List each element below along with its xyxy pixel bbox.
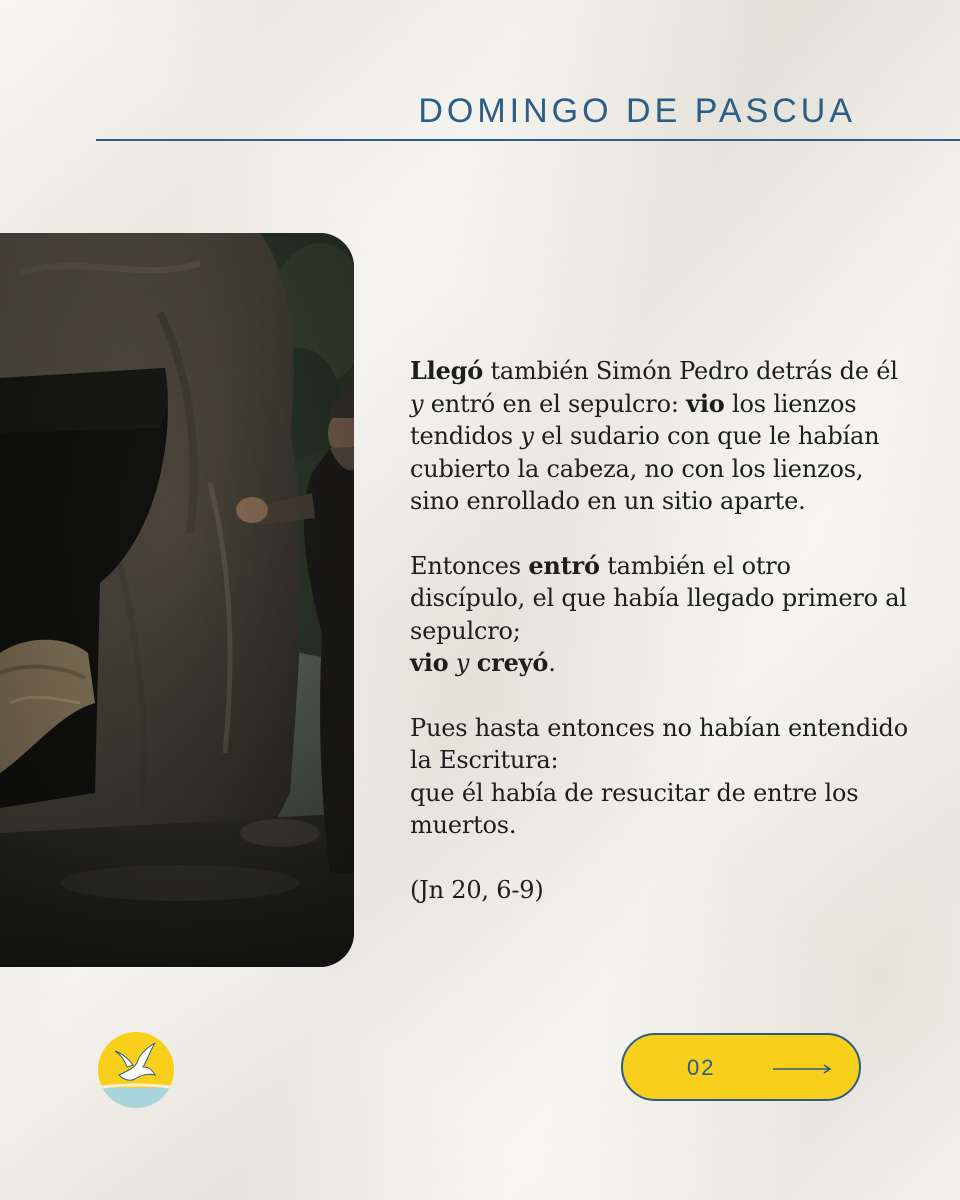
verse-segment: también el otro discípulo, el que había llegado primero al sepulcro; — [410, 551, 907, 645]
verse-segment: vio — [410, 648, 449, 677]
verse-segment: que él había de resucitar de entre los muertos. — [410, 778, 859, 839]
verse-segment: y — [520, 422, 534, 450]
verse-paragraph-2 — [410, 550, 910, 680]
verse-segment: y — [455, 649, 470, 677]
verse-segment: entró en el sepulcro: — [423, 389, 687, 418]
verse-segment — [448, 649, 455, 677]
verse-segment: y — [410, 389, 424, 418]
header-divider — [96, 139, 960, 141]
page-number: 02 — [687, 1055, 716, 1080]
gospel-text — [410, 355, 910, 938]
verse-segment: . — [548, 649, 556, 677]
next-page-button[interactable] — [621, 1033, 861, 1101]
verse-paragraph-3 — [410, 712, 910, 842]
verse-segment: vio — [686, 388, 725, 418]
tomb-photo — [0, 233, 354, 967]
verse-segment: también Simón Pedro detrás de él — [483, 357, 898, 385]
arrow-right-icon — [773, 1061, 833, 1080]
verse-segment: los lienzos tendidos — [410, 389, 857, 450]
dove-sun-icon — [97, 1031, 175, 1109]
verse-segment — [469, 649, 476, 677]
page-title: DOMINGO DE PASCUA — [418, 92, 856, 130]
verse-segment: el sudario con que le habían cubierto la cabeza, no con los lienzos, sino enrollado en un sitio aparte. — [410, 422, 880, 515]
verse-paragraph-1 — [410, 355, 910, 518]
verse-segment: creyó — [476, 648, 549, 677]
verse-segment: Pues hasta entonces no habían entendido la Escritura: — [410, 713, 908, 774]
verse-segment: Llegó — [410, 356, 484, 385]
verse-segment: entró — [528, 550, 600, 580]
verse-citation: (Jn 20, 6-9) — [410, 875, 544, 904]
verse-segment: Entonces — [410, 551, 529, 580]
